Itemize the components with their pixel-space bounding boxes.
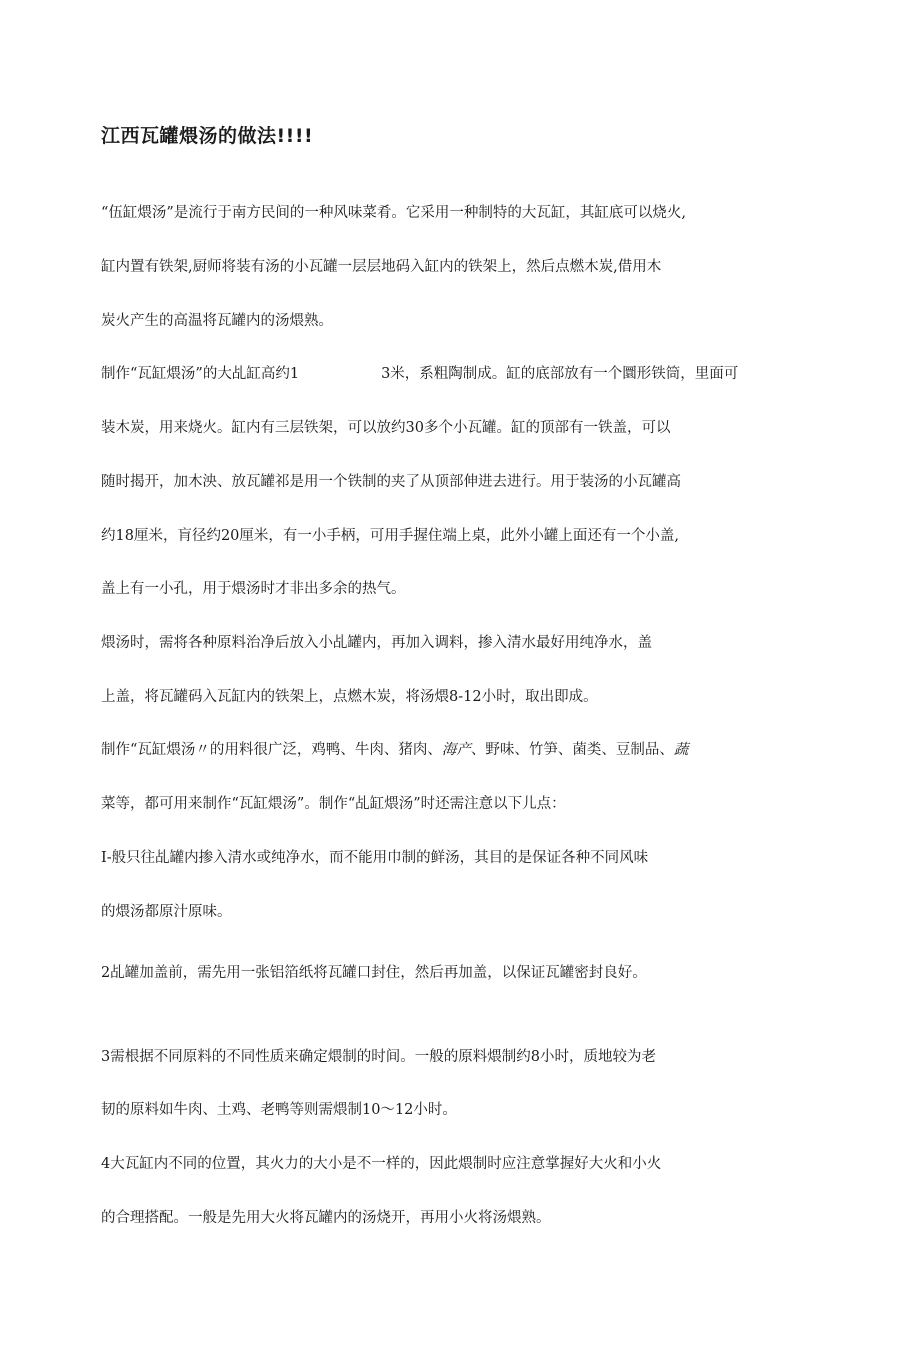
line-segment: 3米，系粗陶制成。缸的底部放有一个圜形铁筒，里面可 [381, 366, 739, 382]
paragraph-line: 4大瓦缸内不同的位置，其火力的大小是不一样的，因此煨制时应注意掌握好大火和小火 [101, 1156, 662, 1172]
paragraph-line: 约18厘米，肓径约20厘米，有一小手柄，可用手握住端上桌，此外小罐上面还有一个小盖, [101, 528, 680, 544]
paragraph-line: 上盖，将瓦罐码入瓦缸内的铁架上，点燃木炭，将汤煨8-12小时，取出即成。 [101, 689, 598, 705]
document-title: 江西瓦罐煨汤的做法!!!! [101, 125, 314, 147]
italic-word: 海产 [441, 742, 471, 758]
paragraph-line: 随时揭开，加木泱、放瓦罐祁是用一个铁制的夹了从顶部伸进去进行。用于装汤的小瓦罐高 [101, 474, 681, 490]
paragraph-line: 韧的原料如牛肉、土鸡、老鸭等则需煨制10～12小时。 [101, 1102, 457, 1118]
paragraph-line [101, 364, 738, 384]
italic-word: 蔬 [673, 742, 689, 758]
line-segment: 制作“瓦缸煨汤〃的用料很广泛，鸡鸭、牛肉、猪肉、 [101, 742, 442, 758]
paragraph-line [101, 740, 688, 760]
line-segment: 、野味、竹笋、菌类、豆制品、 [470, 742, 674, 758]
paragraph-line: 缸内置有铁架,厨师将装有汤的小瓦罐一层层地码入缸内的铁架上，然后点燃木炭,借用木 [101, 259, 662, 275]
paragraph-line: 煨汤时，需将各种原料治净后放入小乩罐内，再加入调料，掺入清水最好用纯净水，盖 [101, 635, 652, 651]
paragraph-line: 炭火产生的高温将瓦罐内的汤煨熟。 [101, 313, 333, 329]
paragraph-line: 的煨汤都原汁原味。 [101, 904, 232, 920]
paragraph-line: “伍缸煨汤”是流行于南方民间的一种风味菜肴。它采用一种制特的大瓦缸，其缸底可以烧火, [101, 205, 686, 221]
paragraph-line: 盖上有一小孔，用于煨汤时才非出多余的热气。 [101, 581, 406, 597]
paragraph-line: 3需根据不同原料的不同性质来确定煨制的时间。一般的原料煨制约8小时，质地较为老 [101, 1049, 656, 1065]
paragraph-line: I-般只往乩罐内掺入清水或纯净水，而不能用巾制的鲜汤，其目的是保证各种不同风味 [101, 850, 649, 866]
paragraph-line: 2乩罐加盖前，需先用一张铝箔纸将瓦罐口封住，然后再加盖，以保证瓦罐密封良好。 [101, 965, 647, 981]
paragraph-line: 装木炭，用来烧火。缸内有三层铁架，可以放约30多个小瓦罐。缸的顶部有一铁盖，可以 [101, 420, 671, 436]
paragraph-line: 菜等，都可用来制作“瓦缸煨汤”。制作“乩缸煨汤”时还需注意以下儿点： [101, 796, 566, 812]
paragraph-line: 的合理搭配。一般是先用大火将瓦罐内的汤烧开，再用小火将汤煨熟。 [101, 1210, 551, 1226]
line-segment: 制作“瓦缸煨汤”的大乩缸高约1 [101, 366, 300, 382]
